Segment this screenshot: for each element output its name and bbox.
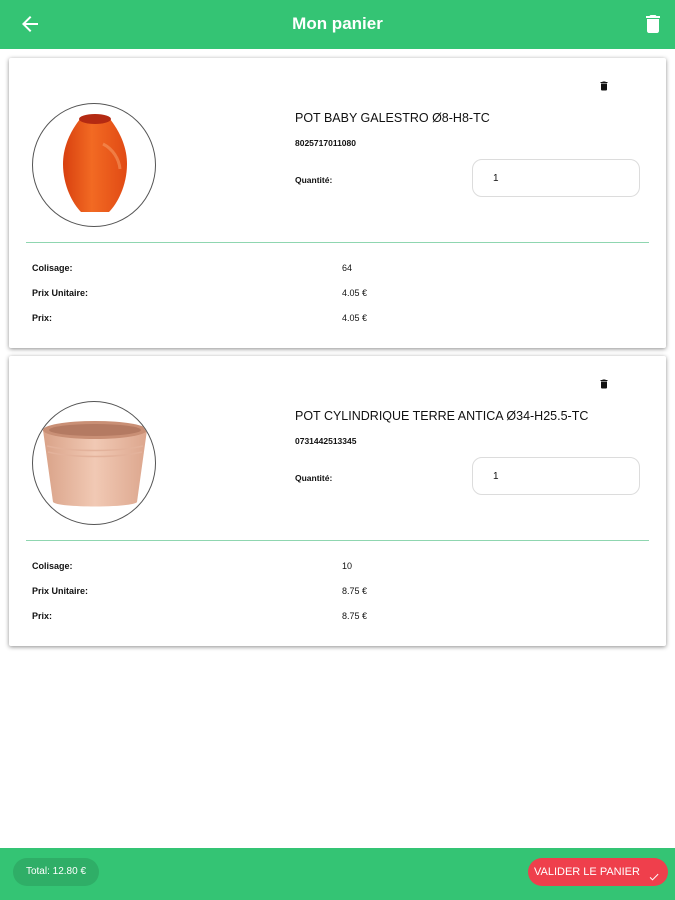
remove-item-trash-icon[interactable]: [598, 79, 610, 93]
quantity-label: Quantité:: [295, 175, 333, 185]
app-header: [0, 0, 675, 49]
divider: [26, 540, 649, 541]
validate-cart-button[interactable]: [528, 858, 668, 886]
unit-price-value: 4.05 €: [342, 288, 368, 298]
remove-item-trash-icon[interactable]: [598, 377, 610, 391]
product-image: [32, 401, 156, 525]
price-value: 4.05 €: [342, 313, 368, 323]
validate-cart-label: VALIDER LE PANIER: [534, 866, 640, 878]
price-label: Prix:: [32, 313, 53, 323]
cart-item-card: [9, 58, 666, 348]
product-ean: 8025717011080: [295, 138, 356, 148]
clear-cart-trash-icon[interactable]: [641, 12, 665, 36]
colisage-value: 64: [342, 263, 353, 273]
price-value: 8.75 €: [342, 611, 368, 621]
product-name: POT CYLINDRIQUE TERRE ANTICA Ø34-H25.5-TC: [295, 409, 589, 423]
colisage-label: Colisage:: [32, 561, 73, 571]
quantity-input[interactable]: [472, 159, 640, 197]
cart-item-card: [9, 356, 666, 646]
product-name: POT BABY GALESTRO Ø8-H8-TC: [295, 111, 490, 125]
product-image: [32, 103, 156, 227]
quantity-input[interactable]: [472, 457, 640, 495]
unit-price-label: Prix Unitaire:: [32, 586, 89, 596]
product-ean: 0731442513345: [295, 436, 357, 446]
divider: [26, 242, 649, 243]
quantity-label: Quantité:: [295, 473, 333, 483]
page-title: Mon panier: [292, 14, 383, 33]
unit-price-value: 8.75 €: [342, 586, 368, 596]
total-badge: Total: 12.80 €: [13, 858, 99, 886]
colisage-label: Colisage:: [32, 263, 73, 273]
cart-footer: [0, 848, 675, 900]
checkmark-icon: [648, 866, 660, 878]
price-label: Prix:: [32, 611, 53, 621]
colisage-value: 10: [342, 561, 353, 571]
unit-price-label: Prix Unitaire:: [32, 288, 89, 298]
